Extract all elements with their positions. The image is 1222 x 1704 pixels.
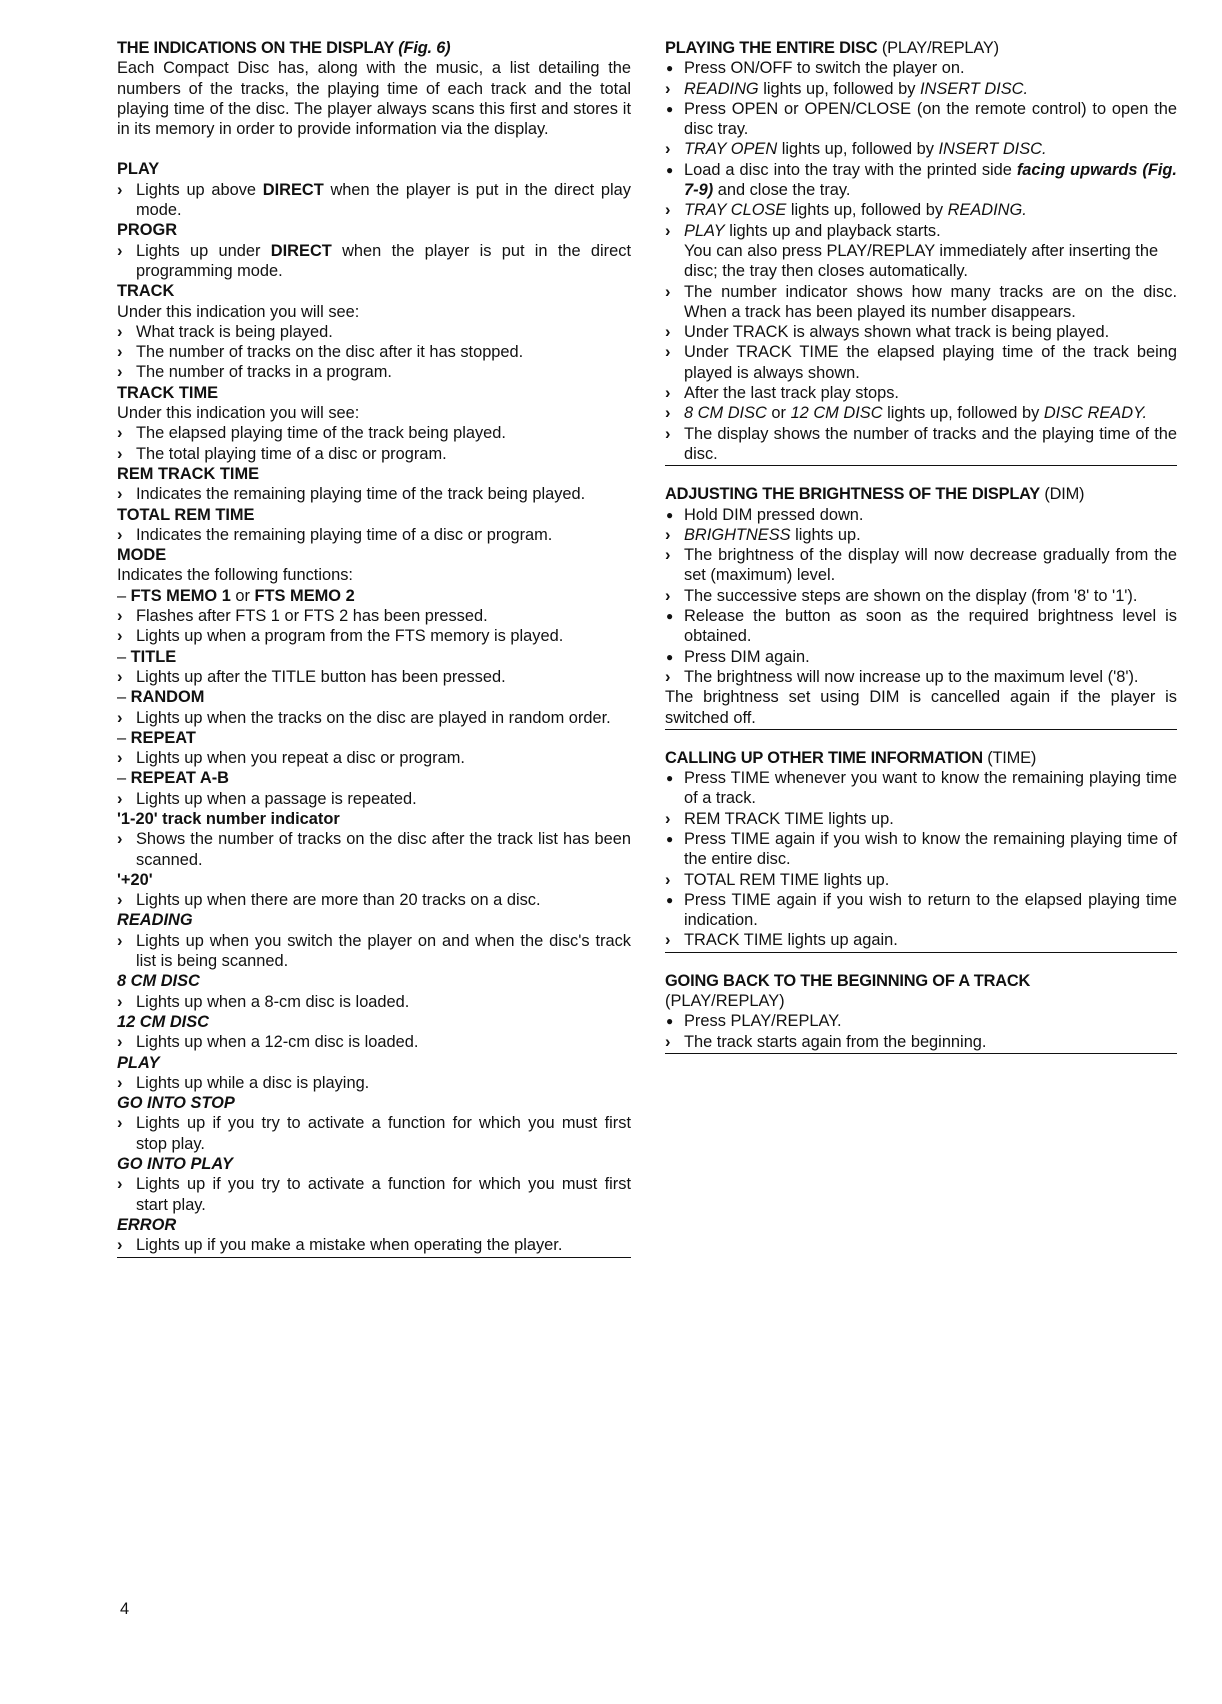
label-12cm-disc: 12 CM DISC (117, 1012, 209, 1031)
mode-repeat-ab-item: › Lights up when a passage is repeated. (117, 789, 631, 809)
result-item: › After the last track play stops. (665, 383, 1177, 403)
track-item: › What track is being played. (117, 322, 631, 342)
left-column (117, 38, 631, 1258)
cm12-item: › Lights up when a 12-cm disc is loaded. (117, 1032, 631, 1052)
label-play-italic: PLAY (117, 1053, 160, 1072)
result-item: › REM TRACK TIME lights up. (665, 809, 1177, 829)
label-play: PLAY (117, 160, 160, 179)
continuation-text: You can also press PLAY/REPLAY immediately after inserting the disc; the tray then closes automatically. (684, 241, 1159, 281)
result-item: › The track starts again from the beginning. (665, 1032, 1177, 1054)
heading-going-back: GOING BACK TO THE BEGINNING OF A TRACK (665, 971, 1031, 990)
mode-fts-item: › Flashes after FTS 1 or FTS 2 has been pressed. (117, 606, 631, 626)
cm8-item: › Lights up when a 8-cm disc is loaded. (117, 992, 631, 1012)
reading-item: › Lights up when you switch the player on and when the disc's track list is being scanned. (117, 931, 631, 972)
label-reading: READING (117, 911, 193, 930)
result-item: › TRAY OPEN lights up, followed by INSERT DISC. (665, 139, 1177, 159)
label-total-rem-time: TOTAL REM TIME (117, 505, 255, 524)
result-item: › Under TRACK is always shown what track is being played. (665, 322, 1177, 342)
section-indications (117, 38, 631, 139)
section-going-back (665, 971, 1177, 1054)
mode-title-label: – TITLE (117, 647, 177, 666)
result-item: › Under TRACK TIME the elapsed playing time of the track being played is always shown. (665, 342, 1177, 383)
track-item: › The number of tracks on the disc after it has stopped. (117, 342, 631, 362)
step-item: ● Load a disc into the tray with the printed side facing upwards (Fig. 7-9) and close the tray. (665, 160, 1177, 201)
total-rem-time-item: › Indicates the remaining playing time of a disc or program. (117, 525, 631, 545)
right-column (665, 38, 1177, 1072)
step-item: ● Hold DIM pressed down. (665, 505, 1177, 525)
step-item: ● Press TIME again if you wish to know the remaining playing time of the entire disc. (665, 829, 1177, 870)
mode-repeat-item: › Lights up when you repeat a disc or program. (117, 748, 631, 768)
intro-paragraph: Each Compact Disc has, along with the music, a list detailing the numbers of the tracks, the playing time of each track and the total playing time of the disc. The player always scans this first and stores it in its memory in order to provide information via the display. (117, 59, 631, 139)
label-plus20: '+20' (117, 870, 153, 889)
label-mode: MODE (117, 546, 167, 565)
result-item: › The brightness will now increase up to the maximum level ('8'). (665, 667, 1177, 687)
step-item: ● Press TIME again if you wish to return to the elapsed playing time indication. (665, 890, 1177, 931)
result-item: › The number indicator shows how many tracks are on the disc. When a track has been played its number disappears. (665, 282, 1177, 323)
progr-item: › Lights up under DIRECT when the player is put in the direct programming mode. (117, 241, 631, 282)
heading-playing-entire-disc: PLAYING THE ENTIRE DISC (PLAY/REPLAY) (665, 39, 999, 57)
heading-indications (117, 38, 631, 58)
track-number-item: › Shows the number of tracks on the disc after the track list has been scanned. (117, 829, 631, 870)
go-stop-item: › Lights up if you try to activate a function for which you must first stop play. (117, 1113, 631, 1154)
mode-repeat-ab-label: – REPEAT A-B (117, 769, 230, 788)
result-item: › 8 CM DISC or 12 CM DISC lights up, followed by DISC READY. (665, 403, 1177, 423)
going-back-note: (PLAY/REPLAY) (665, 992, 785, 1011)
step-item: ● Release the button as soon as the required brightness level is obtained. (665, 606, 1177, 647)
rem-track-time-item: › Indicates the remaining playing time of the track being played. (117, 484, 631, 504)
fig-ref: (Fig. 6) (398, 39, 451, 57)
section-time-info (665, 748, 1177, 953)
mode-fts-item: › Lights up when a program from the FTS memory is played. (117, 626, 631, 646)
heading-brightness: ADJUSTING THE BRIGHTNESS OF THE DISPLAY (DIM) (665, 485, 1085, 504)
label-track-number-indicator: '1-20' track number indicator (117, 809, 340, 828)
step-item: ● Press TIME whenever you want to know the remaining playing time of a track. (665, 768, 1177, 809)
track-time-item: › The elapsed playing time of the track being played. (117, 423, 631, 443)
label-go-into-play: GO INTO PLAY (117, 1155, 233, 1174)
plus20-item: › Lights up when there are more than 20 tracks on a disc. (117, 890, 631, 910)
section-playing-entire-disc (665, 38, 1177, 466)
step-item: ● Press OPEN or OPEN/CLOSE (on the remote control) to open the disc tray. (665, 99, 1177, 140)
heading-text: THE INDICATIONS ON THE DISPLAY (117, 39, 394, 57)
result-item: › READING lights up, followed by INSERT DISC. (665, 79, 1177, 99)
step-item: ● Press PLAY/REPLAY. (665, 1011, 1177, 1031)
label-track: TRACK (117, 282, 175, 301)
label-progr: PROGR (117, 221, 178, 240)
result-item: › The successive steps are shown on the display (from '8' to '1'). (665, 586, 1177, 606)
page-number: 4 (120, 1600, 130, 1618)
label-8cm-disc: 8 CM DISC (117, 972, 200, 991)
mode-random-label: – RANDOM (117, 688, 205, 707)
track-time-intro: Under this indication you will see: (117, 404, 360, 423)
step-item: ● Press DIM again. (665, 647, 1177, 667)
result-item: › TRACK TIME lights up again. (665, 930, 1177, 952)
label-error: ERROR (117, 1215, 177, 1234)
play2-item: › Lights up while a disc is playing. (117, 1073, 631, 1093)
label-go-into-stop: GO INTO STOP (117, 1094, 235, 1113)
mode-repeat-label: – REPEAT (117, 728, 196, 747)
track-intro: Under this indication you will see: (117, 302, 360, 321)
go-play-item: › Lights up if you try to activate a function for which you must first start play. (117, 1174, 631, 1215)
mode-intro: Indicates the following functions: (117, 566, 353, 585)
brightness-note: The brightness set using DIM is cancelled again if the player is switched off. (665, 687, 1177, 730)
result-item: › TOTAL REM TIME lights up. (665, 870, 1177, 890)
mode-title-item: › Lights up after the TITLE button has been pressed. (117, 667, 631, 687)
heading-time-info: CALLING UP OTHER TIME INFORMATION (TIME) (665, 748, 1037, 767)
mode-random-item: › Lights up when the tracks on the disc are played in random order. (117, 708, 631, 728)
label-rem-track-time: REM TRACK TIME (117, 464, 260, 483)
section-brightness (665, 484, 1177, 730)
track-time-item: › The total playing time of a disc or program. (117, 444, 631, 464)
result-item: › PLAY lights up and playback starts. (665, 221, 1177, 241)
label-track-time: TRACK TIME (117, 383, 219, 402)
result-item: › BRIGHTNESS lights up. (665, 525, 1177, 545)
mode-fts-label: – FTS MEMO 1 or FTS MEMO 2 (117, 586, 355, 605)
error-item: › Lights up if you make a mistake when operating the player. (117, 1235, 631, 1257)
result-item: › TRAY CLOSE lights up, followed by READING. (665, 200, 1177, 220)
play-item: › Lights up above DIRECT when the player is put in the direct play mode. (117, 180, 631, 221)
result-item: › The brightness of the display will now decrease gradually from the set (maximum) level. (665, 545, 1177, 586)
step-item: ● Press ON/OFF to switch the player on. (665, 58, 1177, 78)
track-item: › The number of tracks in a program. (117, 362, 631, 382)
result-item: › The display shows the number of tracks and the playing time of the disc. (665, 424, 1177, 467)
